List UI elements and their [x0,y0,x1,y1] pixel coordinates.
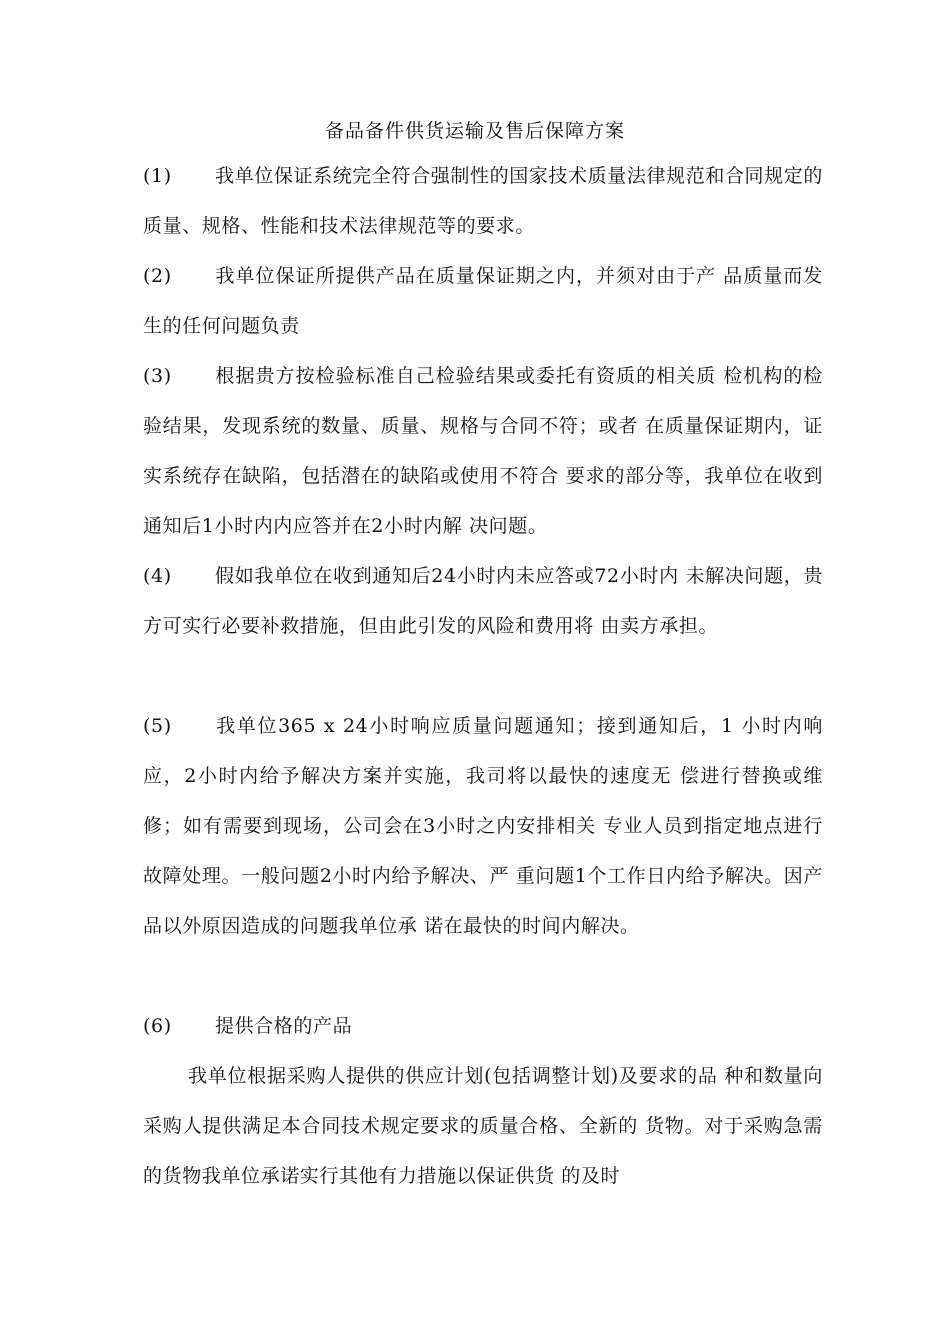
numbered-paragraph-2 [143,251,823,351]
paragraph-text: 根据贵方按检验标准自己检验结果或委托有资质的相关质 检机构的检验结果，发现系统的数量、质量、规格与合同不符；或者 在质量保证期内，证实系统存在缺陷，包括潜在的缺陷或使用不符合 要求的部分等，我单位在收到通知后1小时内内应答并在2小时内解 决问题。 [143,365,823,537]
paragraph-text: 我单位365 x 24小时响应质量问题通知；接到通知后，1 小时内响应，2小时内给予解决方案并实施，我司将以最快的速度无 偿进行替换或维修；如有需要到现场，公司会在3小时之内安排相关 专业人员到指定地点进行故障处理。一般问题2小时内给予解决、严 重问题1个工作日内给予解决。因产品以外原因造成的问题我单位承 诺在最快的时间内解决。 [143,715,823,937]
paragraph-number: (3) [143,365,172,387]
numbered-paragraph-4 [143,551,823,651]
numbered-paragraph-5 [143,701,823,951]
paragraph-text: 提供合格的产品 [215,1015,353,1037]
paragraph-text: 我单位保证所提供产品在质量保证期之内，并须对由于产 品质量而发生的任何问题负责 [143,265,823,337]
paragraph-number: (2) [143,265,172,287]
paragraph-number: (5) [143,715,172,737]
paragraph-text: 假如我单位在收到通知后24小时内未应答或72小时内 未解决问题，贵方可实行必要补救措施，但由此引发的风险和费用将 由卖方承担。 [143,565,823,637]
paragraph-number: (1) [143,165,172,187]
paragraph-text: 我单位保证系统完全符合强制性的国家技术质量法律规范和合同规定的质量、规格、性能和技术法律规范等的要求。 [143,165,823,237]
closing-paragraph: 我单位根据采购人提供的供应计划(包括调整计划)及要求的品 种和数量向采购人提供满足本合同技术规定要求的质量合格、全新的 货物。对于采购急需的货物我单位承诺实行其他有力措施以保证供货 的及时 [143,1065,823,1187]
paragraph-number: (4) [143,565,172,587]
document-title: 备品备件供货运输及售后保障方案 [324,120,625,142]
numbered-paragraph-1 [143,151,823,251]
numbered-paragraph-3 [143,351,823,551]
numbered-paragraph-6 [143,1001,823,1051]
paragraph-number: (6) [143,1015,172,1037]
